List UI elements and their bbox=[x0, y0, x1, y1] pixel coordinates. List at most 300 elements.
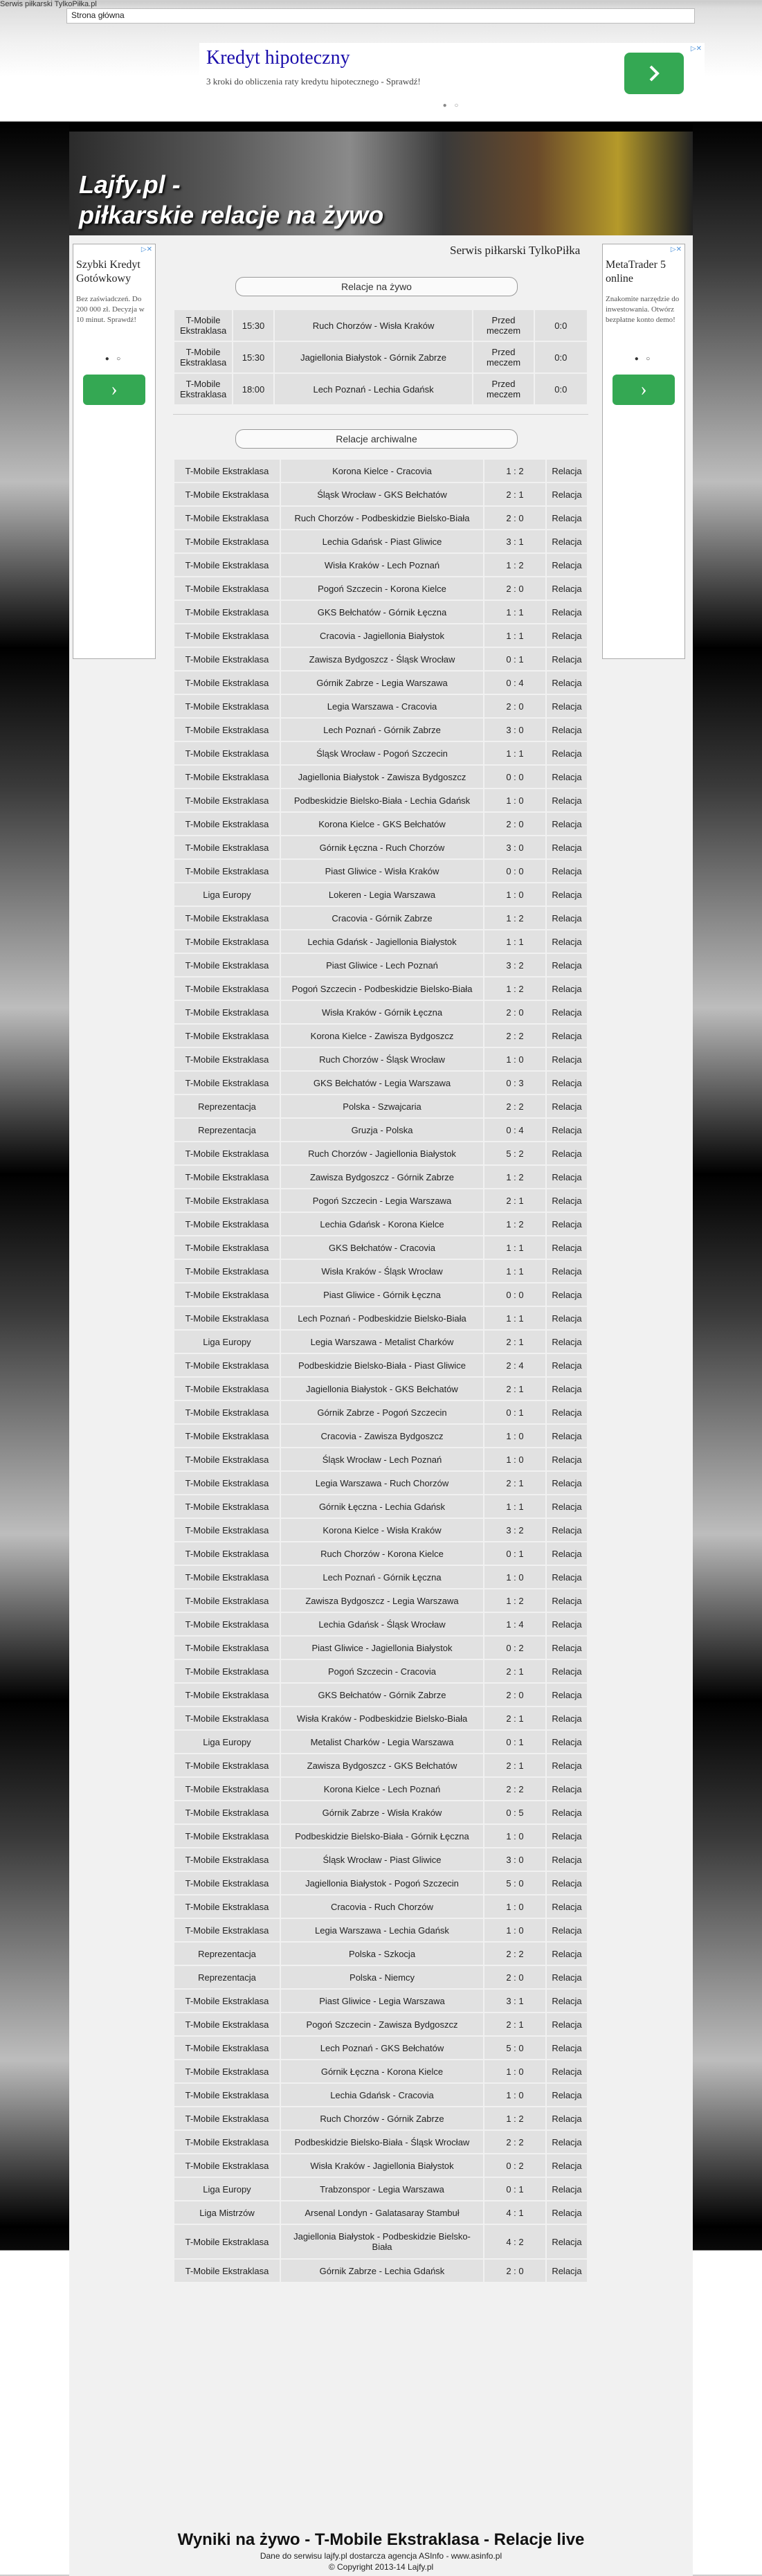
archive-match: Lech Poznań - Górnik Zabrze bbox=[281, 719, 483, 741]
archive-row bbox=[174, 1307, 587, 1329]
archive-competition: T-Mobile Ekstraklasa bbox=[174, 1684, 280, 1706]
left-side-ad[interactable] bbox=[73, 244, 156, 659]
archive-relacja-link[interactable]: Relacja bbox=[547, 789, 587, 811]
archive-row bbox=[174, 2201, 587, 2224]
chevron-right-icon: › bbox=[111, 379, 118, 400]
right-ad-button[interactable] bbox=[613, 375, 675, 405]
archive-row bbox=[174, 1731, 587, 1753]
archive-relacja-link[interactable]: Relacja bbox=[547, 624, 587, 647]
archive-competition: T-Mobile Ekstraklasa bbox=[174, 695, 280, 717]
archive-score: 3 : 0 bbox=[484, 719, 545, 741]
chevron-right-icon: › bbox=[640, 379, 647, 400]
archive-match: Polska - Niemcy bbox=[281, 1966, 483, 1988]
archive-competition: T-Mobile Ekstraklasa bbox=[174, 2037, 280, 2059]
archive-match: Lokeren - Legia Warszawa bbox=[281, 883, 483, 906]
archive-row bbox=[174, 860, 587, 882]
archive-score: 2 : 2 bbox=[484, 2131, 545, 2153]
archive-score: 0 : 1 bbox=[484, 1542, 545, 1565]
archive-match: Legia Warszawa - Lechia Gdańsk bbox=[281, 1919, 483, 1941]
archive-score: 0 : 2 bbox=[484, 2154, 545, 2177]
archive-relacja-link[interactable]: Relacja bbox=[547, 2037, 587, 2059]
header-banner bbox=[69, 132, 693, 235]
archive-relacja-link[interactable]: Relacja bbox=[547, 1236, 587, 1259]
archive-relacja-link[interactable]: Relacja bbox=[547, 860, 587, 882]
archive-competition: T-Mobile Ekstraklasa bbox=[174, 648, 280, 670]
archive-relacja-link[interactable]: Relacja bbox=[547, 1401, 587, 1423]
archive-relacja-link[interactable]: Relacja bbox=[547, 766, 587, 788]
archive-relacja-link[interactable]: Relacja bbox=[547, 1825, 587, 1847]
archive-score: 0 : 0 bbox=[484, 766, 545, 788]
archive-row bbox=[174, 954, 587, 976]
archive-row bbox=[174, 1754, 587, 1776]
archive-row bbox=[174, 2107, 587, 2129]
archive-competition: T-Mobile Ekstraklasa bbox=[174, 1707, 280, 1729]
archive-score: 2 : 0 bbox=[484, 695, 545, 717]
archive-score: 2 : 0 bbox=[484, 577, 545, 600]
archive-match: Wisła Kraków - Podbeskidzie Bielsko-Biała bbox=[281, 1707, 483, 1729]
archive-match: Podbeskidzie Bielsko-Biała - Śląsk Wrocław bbox=[281, 2131, 483, 2153]
archive-score: 1 : 0 bbox=[484, 1919, 545, 1941]
archive-score: 1 : 1 bbox=[484, 1495, 545, 1517]
archive-match: Cracovia - Jagiellonia Białystok bbox=[281, 624, 483, 647]
archive-match: Lech Poznań - GKS Bełchatów bbox=[281, 2037, 483, 2059]
archive-relacja-link[interactable]: Relacja bbox=[547, 1566, 587, 1588]
archive-relacja-link[interactable]: Relacja bbox=[547, 1331, 587, 1353]
archive-score: 3 : 2 bbox=[484, 954, 545, 976]
archive-relacja-link[interactable]: Relacja bbox=[547, 907, 587, 929]
archive-row bbox=[174, 1825, 587, 1847]
archive-relacja-link[interactable]: Relacja bbox=[547, 530, 587, 552]
archive-relacja-link[interactable]: Relacja bbox=[547, 2154, 587, 2177]
archive-table bbox=[173, 458, 588, 2283]
archive-relacja-link[interactable]: Relacja bbox=[547, 1684, 587, 1706]
archive-relacja-link[interactable]: Relacja bbox=[547, 2084, 587, 2106]
archive-relacja-link[interactable]: Relacja bbox=[547, 1072, 587, 1094]
archive-match: Górnik Zabrze - Pogoń Szczecin bbox=[281, 1401, 483, 1423]
archive-competition: Reprezentacja bbox=[174, 1119, 280, 1141]
archive-relacja-link[interactable]: Relacja bbox=[547, 1001, 587, 1023]
archive-match: Ruch Chorzów - Podbeskidzie Bielsko-Biała bbox=[281, 507, 483, 529]
archive-match: Gruzja - Polska bbox=[281, 1119, 483, 1141]
archive-match: Ruch Chorzów - Śląsk Wrocław bbox=[281, 1048, 483, 1070]
archive-relacja-link[interactable]: Relacja bbox=[547, 1495, 587, 1517]
archive-competition: T-Mobile Ekstraklasa bbox=[174, 1825, 280, 1847]
archive-relacja-link[interactable]: Relacja bbox=[547, 1472, 587, 1494]
archive-relacja-link[interactable]: Relacja bbox=[547, 1919, 587, 1941]
archive-competition: T-Mobile Ekstraklasa bbox=[174, 2013, 280, 2035]
ad-choices-icon[interactable]: ▷✕ bbox=[140, 246, 152, 253]
archive-relacja-link[interactable]: Relacja bbox=[547, 1990, 587, 2012]
archive-match: Lechia Gdańsk - Cracovia bbox=[281, 2084, 483, 2106]
archive-competition: T-Mobile Ekstraklasa bbox=[174, 1166, 280, 1188]
archive-score: 0 : 0 bbox=[484, 860, 545, 882]
archive-score: 2 : 1 bbox=[484, 1707, 545, 1729]
archive-competition: T-Mobile Ekstraklasa bbox=[174, 719, 280, 741]
live-match: Ruch Chorzów - Wisła Kraków bbox=[275, 310, 473, 341]
archive-row bbox=[174, 1566, 587, 1588]
archive-score: 1 : 0 bbox=[484, 1825, 545, 1847]
archive-score: 2 : 0 bbox=[484, 2260, 545, 2282]
archive-row bbox=[174, 1801, 587, 1823]
archive-score: 1 : 0 bbox=[484, 2060, 545, 2082]
archive-row bbox=[174, 1284, 587, 1306]
archive-match: Arsenal Londyn - Galatasaray Stambuł bbox=[281, 2201, 483, 2224]
archive-score: 0 : 4 bbox=[484, 1119, 545, 1141]
archive-relacja-link[interactable]: Relacja bbox=[547, 483, 587, 505]
live-status: Przed meczem bbox=[473, 310, 533, 341]
archive-row bbox=[174, 554, 587, 576]
archive-relacja-link[interactable]: Relacja bbox=[547, 1166, 587, 1188]
archive-competition: T-Mobile Ekstraklasa bbox=[174, 789, 280, 811]
archive-relacja-link[interactable]: Relacja bbox=[547, 648, 587, 670]
page-title: Serwis piłkarski TylkoPiłka.pl bbox=[0, 0, 97, 8]
archive-relacja-link[interactable]: Relacja bbox=[547, 1425, 587, 1447]
archive-row bbox=[174, 907, 587, 929]
archive-competition: T-Mobile Ekstraklasa bbox=[174, 1589, 280, 1612]
live-competition: T-Mobile Ekstraklasa bbox=[174, 374, 232, 404]
archive-competition: T-Mobile Ekstraklasa bbox=[174, 1472, 280, 1494]
archive-relacja-link[interactable]: Relacja bbox=[547, 1966, 587, 1988]
archive-relacja-link[interactable]: Relacja bbox=[547, 1119, 587, 1141]
archive-competition: T-Mobile Ekstraklasa bbox=[174, 1778, 280, 1800]
archive-competition: Reprezentacja bbox=[174, 1966, 280, 1988]
archive-competition: T-Mobile Ekstraklasa bbox=[174, 460, 280, 482]
archive-row bbox=[174, 672, 587, 694]
archive-competition: T-Mobile Ekstraklasa bbox=[174, 1213, 280, 1235]
archive-score: 1 : 2 bbox=[484, 460, 545, 482]
archive-row bbox=[174, 1119, 587, 1141]
archive-relacja-link[interactable]: Relacja bbox=[547, 1048, 587, 1070]
archive-row bbox=[174, 1990, 587, 2012]
archive-relacja-link[interactable]: Relacja bbox=[547, 1778, 587, 1800]
left-ad-button[interactable] bbox=[83, 375, 145, 405]
archive-row bbox=[174, 1401, 587, 1423]
archive-relacja-link[interactable]: Relacja bbox=[547, 695, 587, 717]
archive-match: Jagiellonia Białystok - Zawisza Bydgoszcz bbox=[281, 766, 483, 788]
ad-choices-icon[interactable]: ▷✕ bbox=[690, 45, 702, 53]
archive-match: Piast Gliwice - Górnik Łęczna bbox=[281, 1284, 483, 1306]
archive-relacja-link[interactable]: Relacja bbox=[547, 1260, 587, 1282]
archive-relacja-link[interactable]: Relacja bbox=[547, 2131, 587, 2153]
ad-choices-icon[interactable]: ▷✕ bbox=[670, 246, 682, 253]
archive-relacja-link[interactable]: Relacja bbox=[547, 1589, 587, 1612]
archive-match: Zawisza Bydgoszcz - GKS Bełchatów bbox=[281, 1754, 483, 1776]
archive-relacja-link[interactable]: Relacja bbox=[547, 1613, 587, 1635]
archive-relacja-link[interactable]: Relacja bbox=[547, 1354, 587, 1376]
archive-score: 2 : 0 bbox=[484, 813, 545, 835]
archive-row bbox=[174, 813, 587, 835]
top-ad-dots[interactable]: ● ○ bbox=[442, 102, 462, 109]
archive-match: Korona Kielce - GKS Bełchatów bbox=[281, 813, 483, 835]
archive-row bbox=[174, 883, 587, 906]
archive-relacja-link[interactable]: Relacja bbox=[547, 577, 587, 600]
archive-relacja-link[interactable]: Relacja bbox=[547, 1142, 587, 1164]
archive-relacja-link[interactable]: Relacja bbox=[547, 978, 587, 1000]
archive-match: GKS Bełchatów - Górnik Zabrze bbox=[281, 1684, 483, 1706]
archive-competition: T-Mobile Ekstraklasa bbox=[174, 1872, 280, 1894]
archive-row bbox=[174, 1001, 587, 1023]
archive-match: Śląsk Wrocław - Piast Gliwice bbox=[281, 1848, 483, 1871]
archive-competition: T-Mobile Ekstraklasa bbox=[174, 1189, 280, 1212]
archive-relacja-link[interactable]: Relacja bbox=[547, 507, 587, 529]
archive-match: GKS Bełchatów - Górnik Łęczna bbox=[281, 601, 483, 623]
archive-competition: Liga Europy bbox=[174, 1731, 280, 1753]
right-ad-dots[interactable]: ● ○ bbox=[634, 355, 653, 363]
archive-row bbox=[174, 1072, 587, 1094]
archive-relacja-link[interactable]: Relacja bbox=[547, 1307, 587, 1329]
archive-match: Korona Kielce - Lech Poznań bbox=[281, 1778, 483, 1800]
archive-score: 1 : 0 bbox=[484, 1425, 545, 1447]
left-ad-dots[interactable]: ● ○ bbox=[105, 355, 124, 363]
archive-row bbox=[174, 2131, 587, 2153]
archive-score: 1 : 1 bbox=[484, 601, 545, 623]
archive-score: 2 : 1 bbox=[484, 1189, 545, 1212]
archive-match: Górnik Zabrze - Wisła Kraków bbox=[281, 1801, 483, 1823]
archive-competition: T-Mobile Ekstraklasa bbox=[174, 1378, 280, 1400]
archive-row bbox=[174, 2060, 587, 2082]
live-heading: Relacje na żywo bbox=[235, 277, 518, 296]
archive-row bbox=[174, 1660, 587, 1682]
archive-relacja-link[interactable]: Relacja bbox=[547, 2201, 587, 2224]
archive-relacja-link[interactable]: Relacja bbox=[547, 719, 587, 741]
archive-competition: T-Mobile Ekstraklasa bbox=[174, 1448, 280, 1470]
serwis-label: Serwis piłkarski TylkoPiłka bbox=[450, 244, 581, 257]
archive-competition: T-Mobile Ekstraklasa bbox=[174, 1566, 280, 1588]
archive-competition: T-Mobile Ekstraklasa bbox=[174, 1260, 280, 1282]
live-score: 0:0 bbox=[535, 342, 587, 372]
archive-score: 2 : 1 bbox=[484, 1660, 545, 1682]
archive-relacja-link[interactable]: Relacja bbox=[547, 1448, 587, 1470]
archive-competition: T-Mobile Ekstraklasa bbox=[174, 1660, 280, 1682]
archive-relacja-link[interactable]: Relacja bbox=[547, 1189, 587, 1212]
archive-relacja-link[interactable]: Relacja bbox=[547, 1378, 587, 1400]
archive-relacja-link[interactable]: Relacja bbox=[547, 2178, 587, 2200]
archive-match: Legia Warszawa - Metalist Charków bbox=[281, 1331, 483, 1353]
archive-score: 1 : 1 bbox=[484, 1236, 545, 1259]
archive-relacja-link[interactable]: Relacja bbox=[547, 460, 587, 482]
archive-relacja-link[interactable]: Relacja bbox=[547, 1519, 587, 1541]
archive-match: Lechia Gdańsk - Jagiellonia Białystok bbox=[281, 930, 483, 953]
archive-score: 2 : 1 bbox=[484, 483, 545, 505]
archive-relacja-link[interactable]: Relacja bbox=[547, 883, 587, 906]
archive-competition: T-Mobile Ekstraklasa bbox=[174, 1142, 280, 1164]
archive-relacja-link[interactable]: Relacja bbox=[547, 1943, 587, 1965]
archive-score: 1 : 2 bbox=[484, 1213, 545, 1235]
archive-relacja-link[interactable]: Relacja bbox=[547, 1872, 587, 1894]
archive-competition: T-Mobile Ekstraklasa bbox=[174, 930, 280, 953]
archive-row bbox=[174, 1778, 587, 1800]
archive-relacja-link[interactable]: Relacja bbox=[547, 554, 587, 576]
archive-row bbox=[174, 836, 587, 858]
archive-competition: T-Mobile Ekstraklasa bbox=[174, 2154, 280, 2177]
archive-competition: T-Mobile Ekstraklasa bbox=[174, 624, 280, 647]
right-ad-desc: Znakomite narzędzie do inwestowania. Otwórz bezpłatne konto demo! bbox=[606, 295, 680, 324]
live-time: 15:30 bbox=[233, 310, 273, 341]
archive-row bbox=[174, 1637, 587, 1659]
archive-competition: T-Mobile Ekstraklasa bbox=[174, 1236, 280, 1259]
archive-relacja-link[interactable]: Relacja bbox=[547, 2013, 587, 2035]
archive-competition: T-Mobile Ekstraklasa bbox=[174, 672, 280, 694]
top-ad-button[interactable] bbox=[624, 53, 684, 94]
archive-row bbox=[174, 1472, 587, 1494]
archive-relacja-link[interactable]: Relacja bbox=[547, 1284, 587, 1306]
right-ad-title[interactable]: MetaTrader 5 online bbox=[606, 259, 666, 285]
archive-competition: T-Mobile Ekstraklasa bbox=[174, 577, 280, 600]
archive-competition: T-Mobile Ekstraklasa bbox=[174, 2225, 280, 2258]
archive-relacja-link[interactable]: Relacja bbox=[547, 836, 587, 858]
archive-relacja-link[interactable]: Relacja bbox=[547, 1801, 587, 1823]
archive-relacja-link[interactable]: Relacja bbox=[547, 1542, 587, 1565]
archive-score: 0 : 1 bbox=[484, 2178, 545, 2200]
archive-row bbox=[174, 483, 587, 505]
archive-match: Górnik Zabrze - Lechia Gdańsk bbox=[281, 2260, 483, 2282]
archive-relacja-link[interactable]: Relacja bbox=[547, 742, 587, 764]
live-row bbox=[174, 310, 587, 341]
archive-competition: T-Mobile Ekstraklasa bbox=[174, 1025, 280, 1047]
banner-title-line1: Lajfy.pl - bbox=[79, 170, 181, 199]
archive-match: Zawisza Bydgoszcz - Legia Warszawa bbox=[281, 1589, 483, 1612]
archive-match: Korona Kielce - Wisła Kraków bbox=[281, 1519, 483, 1541]
archive-competition: T-Mobile Ekstraklasa bbox=[174, 1284, 280, 1306]
archive-match: Wisła Kraków - Lech Poznań bbox=[281, 554, 483, 576]
archive-row bbox=[174, 2154, 587, 2177]
archive-row bbox=[174, 460, 587, 482]
archive-relacja-link[interactable]: Relacja bbox=[547, 2060, 587, 2082]
archive-relacja-link[interactable]: Relacja bbox=[547, 1731, 587, 1753]
archive-match: Zawisza Bydgoszcz - Górnik Zabrze bbox=[281, 1166, 483, 1188]
archive-match: Pogoń Szczecin - Zawisza Bydgoszcz bbox=[281, 2013, 483, 2035]
right-side-ad[interactable] bbox=[602, 244, 685, 659]
archive-competition: T-Mobile Ekstraklasa bbox=[174, 1354, 280, 1376]
archive-row bbox=[174, 1142, 587, 1164]
background-left-stripe bbox=[0, 122, 69, 2250]
archive-relacja-link[interactable]: Relacja bbox=[547, 1213, 587, 1235]
archive-match: Górnik Łęczna - Ruch Chorzów bbox=[281, 836, 483, 858]
archive-competition: T-Mobile Ekstraklasa bbox=[174, 1072, 280, 1094]
chevron-right-icon bbox=[624, 53, 684, 94]
archive-match: Śląsk Wrocław - Lech Poznań bbox=[281, 1448, 483, 1470]
archive-row bbox=[174, 1354, 587, 1376]
archive-score: 3 : 0 bbox=[484, 1848, 545, 1871]
archive-score: 5 : 0 bbox=[484, 2037, 545, 2059]
archive-relacja-link[interactable]: Relacja bbox=[547, 2107, 587, 2129]
archive-row bbox=[174, 648, 587, 670]
archive-relacja-link[interactable]: Relacja bbox=[547, 813, 587, 835]
archive-row bbox=[174, 695, 587, 717]
archive-relacja-link[interactable]: Relacja bbox=[547, 1660, 587, 1682]
live-match: Jagiellonia Białystok - Górnik Zabrze bbox=[275, 342, 473, 372]
archive-score: 1 : 1 bbox=[484, 1307, 545, 1329]
archive-match: Polska - Szwajcaria bbox=[281, 1095, 483, 1117]
archive-relacja-link[interactable]: Relacja bbox=[547, 1895, 587, 1918]
archive-row bbox=[174, 1919, 587, 1941]
archive-relacja-link[interactable]: Relacja bbox=[547, 954, 587, 976]
archive-row bbox=[174, 1260, 587, 1282]
archive-competition: T-Mobile Ekstraklasa bbox=[174, 1848, 280, 1871]
archive-competition: T-Mobile Ekstraklasa bbox=[174, 1637, 280, 1659]
archive-score: 1 : 2 bbox=[484, 554, 545, 576]
archive-match: Pogoń Szczecin - Podbeskidzie Bielsko-Biała bbox=[281, 978, 483, 1000]
archive-match: Ruch Chorzów - Jagiellonia Białystok bbox=[281, 1142, 483, 1164]
main-wrapper bbox=[69, 132, 693, 2575]
archive-relacja-link[interactable]: Relacja bbox=[547, 1025, 587, 1047]
live-score: 0:0 bbox=[535, 310, 587, 341]
archive-match: Lechia Gdańsk - Korona Kielce bbox=[281, 1213, 483, 1235]
archive-score: 1 : 1 bbox=[484, 624, 545, 647]
live-status: Przed meczem bbox=[473, 342, 533, 372]
archive-competition: T-Mobile Ekstraklasa bbox=[174, 1919, 280, 1941]
archive-relacja-link[interactable]: Relacja bbox=[547, 2225, 587, 2258]
archive-competition: T-Mobile Ekstraklasa bbox=[174, 2131, 280, 2153]
archive-match: Wisła Kraków - Śląsk Wrocław bbox=[281, 1260, 483, 1282]
archive-row bbox=[174, 766, 587, 788]
archive-score: 1 : 0 bbox=[484, 2084, 545, 2106]
archive-match: Legia Warszawa - Ruch Chorzów bbox=[281, 1472, 483, 1494]
archive-score: 3 : 0 bbox=[484, 836, 545, 858]
nav-home-link[interactable]: Strona główna bbox=[71, 10, 125, 20]
archive-competition: T-Mobile Ekstraklasa bbox=[174, 1613, 280, 1635]
archive-row bbox=[174, 2084, 587, 2106]
archive-match: Cracovia - Zawisza Bydgoszcz bbox=[281, 1425, 483, 1447]
archive-row bbox=[174, 1684, 587, 1706]
archive-relacja-link[interactable]: Relacja bbox=[547, 601, 587, 623]
archive-competition: T-Mobile Ekstraklasa bbox=[174, 1990, 280, 2012]
archive-competition: T-Mobile Ekstraklasa bbox=[174, 1519, 280, 1541]
archive-competition: T-Mobile Ekstraklasa bbox=[174, 601, 280, 623]
archive-competition: T-Mobile Ekstraklasa bbox=[174, 530, 280, 552]
archive-competition: T-Mobile Ekstraklasa bbox=[174, 1895, 280, 1918]
archive-relacja-link[interactable]: Relacja bbox=[547, 672, 587, 694]
archive-score: 1 : 0 bbox=[484, 883, 545, 906]
archive-heading: Relacje archiwalne bbox=[235, 429, 518, 449]
live-competition: T-Mobile Ekstraklasa bbox=[174, 342, 232, 372]
archive-row bbox=[174, 1213, 587, 1235]
archive-relacja-link[interactable]: Relacja bbox=[547, 930, 587, 953]
archive-score: 2 : 2 bbox=[484, 1778, 545, 1800]
archive-match: Piast Gliwice - Legia Warszawa bbox=[281, 1990, 483, 2012]
archive-relacja-link[interactable]: Relacja bbox=[547, 1637, 587, 1659]
archive-score: 2 : 1 bbox=[484, 2013, 545, 2035]
archive-score: 1 : 2 bbox=[484, 1589, 545, 1612]
archive-relacja-link[interactable]: Relacja bbox=[547, 1707, 587, 1729]
archive-relacja-link[interactable]: Relacja bbox=[547, 1095, 587, 1117]
archive-row bbox=[174, 2178, 587, 2200]
archive-relacja-link[interactable]: Relacja bbox=[547, 2260, 587, 2282]
archive-competition: T-Mobile Ekstraklasa bbox=[174, 978, 280, 1000]
top-ad-title[interactable]: Kredyt hipoteczny bbox=[206, 47, 350, 69]
archive-relacja-link[interactable]: Relacja bbox=[547, 1754, 587, 1776]
live-time: 18:00 bbox=[233, 374, 273, 404]
archive-score: 4 : 2 bbox=[484, 2225, 545, 2258]
live-status: Przed meczem bbox=[473, 374, 533, 404]
archive-match: Lechia Gdańsk - Piast Gliwice bbox=[281, 530, 483, 552]
live-score: 0:0 bbox=[535, 374, 587, 404]
archive-relacja-link[interactable]: Relacja bbox=[547, 1848, 587, 1871]
archive-row bbox=[174, 2225, 587, 2258]
archive-match: Górnik Łęczna - Korona Kielce bbox=[281, 2060, 483, 2082]
archive-score: 2 : 2 bbox=[484, 1095, 545, 1117]
archive-row bbox=[174, 1189, 587, 1212]
archive-match: Ruch Chorzów - Górnik Zabrze bbox=[281, 2107, 483, 2129]
archive-match: Pogoń Szczecin - Cracovia bbox=[281, 1660, 483, 1682]
left-ad-title[interactable]: Szybki Kredyt Gotówkowy bbox=[76, 259, 140, 285]
archive-match: Legia Warszawa - Cracovia bbox=[281, 695, 483, 717]
archive-score: 0 : 0 bbox=[484, 1284, 545, 1306]
archive-match: Korona Kielce - Cracovia bbox=[281, 460, 483, 482]
nav-bar bbox=[66, 8, 695, 24]
top-ad[interactable] bbox=[199, 43, 705, 107]
archive-match: Trabzonspor - Legia Warszawa bbox=[281, 2178, 483, 2200]
